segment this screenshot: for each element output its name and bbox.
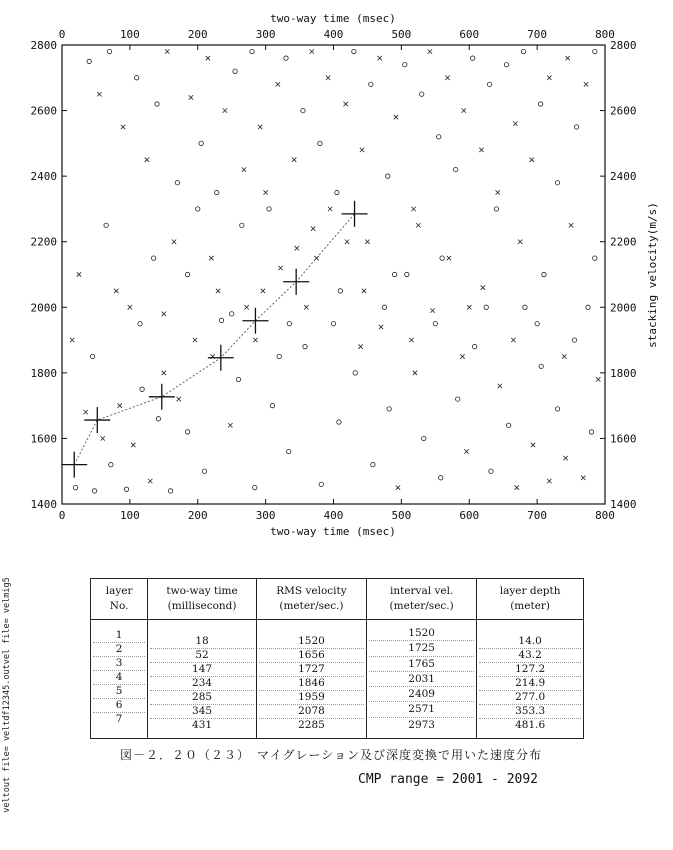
cell-layer: 7 [115,713,123,725]
x-tick-label-top: 800 [595,28,615,41]
column-interval-vel [367,620,477,739]
cell-depth: 14.0 [479,635,581,649]
plot-area [62,45,605,504]
cell-rms: 1656 [259,649,364,663]
cell-rms: 2285 [298,719,325,731]
cell-rms: 2078 [259,705,364,719]
x-tick-label-top: 100 [119,28,140,41]
cell-layer: 5 [93,685,145,699]
y-tick-label-left: 1400 [30,498,57,511]
cell-layer: 1 [93,629,145,643]
header-time-line1: two-way time [166,585,238,597]
x-tick-label-bottom: 100 [119,509,140,522]
y-tick-label-left: 2200 [30,235,57,249]
y-tick-label-left: 2400 [30,170,57,184]
column-layer-depth [477,620,584,739]
cell-layer: 6 [93,699,145,713]
header-time-line2: (millisecond) [167,600,237,612]
x-tick-label-top: 0 [58,28,66,41]
cell-interval: 2409 [369,687,474,702]
y-axis-title: stacking velocity(m/s) [646,202,659,348]
cell-rms: 1846 [259,677,364,691]
y-tick-label-left: 1800 [30,366,57,380]
cell-interval: 1520 [369,626,474,641]
cmp-range-label: CMP range = 2001 - 2092 [358,772,539,787]
x-axis-title-bottom: two-way time (msec) [270,525,396,538]
header-layer [91,579,148,620]
cell-interval: 2571 [369,702,474,717]
header-depth-line1: layer depth [499,585,561,597]
cell-time: 285 [150,691,254,705]
cell-rms: 1727 [259,663,364,677]
y-tick-label-right: 1400 [610,498,637,511]
column-rms-velocity [256,620,366,739]
column-layer-no [91,620,148,739]
y-tick-label-left: 2800 [30,39,57,52]
cell-depth: 127.2 [479,663,581,677]
cell-layer: 2 [93,643,145,657]
cell-interval: 1765 [369,657,474,672]
y-tick-label-right: 2000 [610,301,637,315]
header-interval-line2: (meter/sec.) [389,600,454,612]
x-tick-label-bottom: 600 [459,509,480,522]
y-tick-label-right: 2400 [610,170,637,184]
x-tick-label-bottom: 400 [323,509,344,522]
cell-rms: 1520 [259,635,364,649]
header-rms [256,579,366,620]
cell-interval: 2031 [369,672,474,687]
side-note: veltout file= veltdf12345.outvel file= velmig5 [2,577,12,813]
x-tick-label-bottom: 700 [527,509,548,522]
header-depth [477,579,584,620]
cell-time: 234 [150,677,254,691]
cell-rms: 1959 [259,691,364,705]
table-body-row [91,620,584,739]
y-tick-label-left: 2000 [30,301,57,315]
header-interval-line1: interval vel. [389,585,454,597]
cell-layer: 4 [93,671,145,685]
cell-layer: 3 [93,657,145,671]
y-tick-label-right: 2800 [610,39,637,52]
cell-depth: 481.6 [515,719,546,731]
y-tick-label-left: 2600 [30,104,57,118]
cell-time: 147 [150,663,254,677]
x-tick-label-bottom: 200 [187,509,208,522]
cell-time: 431 [192,719,213,731]
cell-depth: 214.9 [479,677,581,691]
header-interval [367,579,477,620]
y-tick-label-right: 2600 [610,104,637,118]
header-depth-line2: (meter) [510,600,551,612]
header-layer-line2: No. [109,600,129,612]
cell-interval: 2973 [408,718,435,731]
x-tick-label-bottom: 0 [58,509,66,522]
y-tick-label-right: 2200 [610,235,637,249]
x-tick-label-bottom: 800 [595,509,615,522]
x-tick-label-top: 400 [323,28,344,41]
y-tick-label-left: 1600 [30,432,57,446]
header-layer-line1: layer [105,585,133,597]
cell-depth: 277.0 [479,691,581,705]
header-time [148,579,257,620]
header-rms-line1: RMS velocity [276,585,347,597]
y-tick-label-right: 1600 [610,432,637,446]
cell-depth: 43.2 [479,649,581,663]
x-tick-label-top: 600 [459,28,480,41]
cell-interval: 1725 [369,641,474,656]
column-two-way-time [148,620,257,739]
cell-time: 52 [150,649,254,663]
table-header-row [91,579,584,620]
layer-table [90,578,584,739]
header-rms-line2: (meter/sec.) [279,600,344,612]
x-tick-label-top: 300 [255,28,276,41]
y-tick-label-right: 1800 [610,366,637,380]
cell-time: 18 [150,635,254,649]
x-tick-label-top: 500 [391,28,412,41]
cell-depth: 353.3 [479,705,581,719]
x-tick-label-bottom: 300 [255,509,276,522]
cell-time: 345 [150,705,254,719]
x-tick-label-top: 700 [527,28,548,41]
x-tick-label-top: 200 [187,28,208,41]
x-axis-title-top: two-way time (msec) [270,12,396,25]
figure-caption: 図－２．２０（２３） マイグレーション及び深度変換で用いた速度分布 [120,748,543,762]
x-tick-label-bottom: 500 [391,509,412,522]
